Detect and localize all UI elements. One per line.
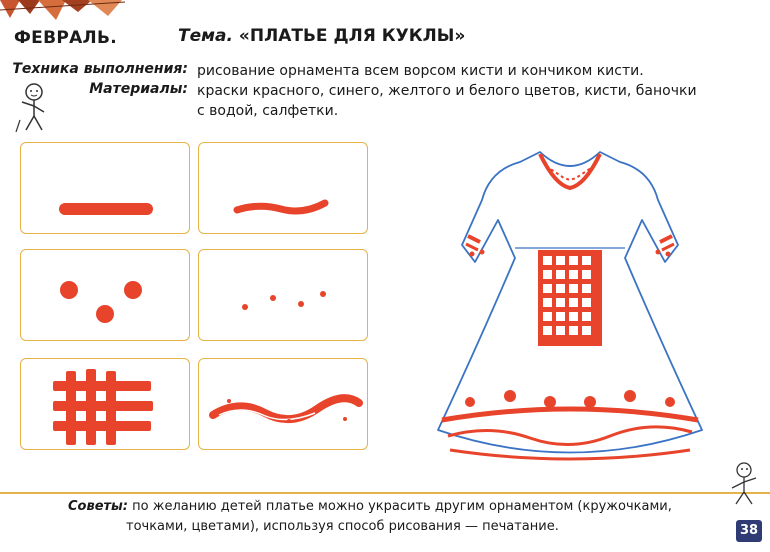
- technique-label: Техника выполнения:: [12, 61, 188, 77]
- stick-figure-icon: [12, 80, 50, 132]
- stroke-card: [20, 142, 190, 234]
- advice-block: [68, 497, 688, 537]
- page-number: 38: [736, 520, 762, 542]
- small-dots-sample: [199, 250, 367, 340]
- theme-title: «ПЛАТЬЕ ДЛЯ КУКЛЫ»: [238, 26, 466, 46]
- large-dots-sample: [21, 250, 189, 340]
- technique-text: рисование орнамента всем ворсом кисти и кончиком кисти.: [197, 63, 644, 79]
- grid-card: [20, 358, 190, 450]
- wave-stroke-card: [198, 142, 368, 234]
- advice-line-1: по желанию детей платье можно украсить другим орнаментом (кружочками,: [132, 499, 672, 514]
- advice-label: Советы:: [68, 499, 129, 514]
- wavy-band-card: [198, 358, 368, 450]
- materials-line-1: краски красного, синего, желтого и белого цветов, кисти, баночки: [197, 83, 697, 99]
- month-heading: ФЕВРАЛЬ.: [14, 28, 117, 48]
- materials-text: [197, 81, 757, 121]
- wavy-band-sample: [199, 359, 367, 449]
- wave-stroke-sample: [199, 143, 367, 233]
- straight-stroke-sample: [21, 143, 189, 233]
- materials-label: Материалы:: [89, 81, 188, 97]
- leaves-decoration: [0, 0, 130, 24]
- stick-figure-corner-icon: [722, 460, 766, 510]
- grid-sample: [21, 359, 189, 449]
- theme-heading: [178, 26, 465, 46]
- materials-line-2: с водой, салфетки.: [197, 103, 339, 119]
- doll-dress-illustration: [420, 140, 720, 465]
- small-dots-card: [198, 249, 368, 341]
- theme-label: Тема.: [178, 26, 233, 46]
- large-dots-card: [20, 249, 190, 341]
- advice-line-2: точками, цветами), используя способ рисования — печатание.: [126, 519, 559, 534]
- footer-divider: [0, 492, 770, 494]
